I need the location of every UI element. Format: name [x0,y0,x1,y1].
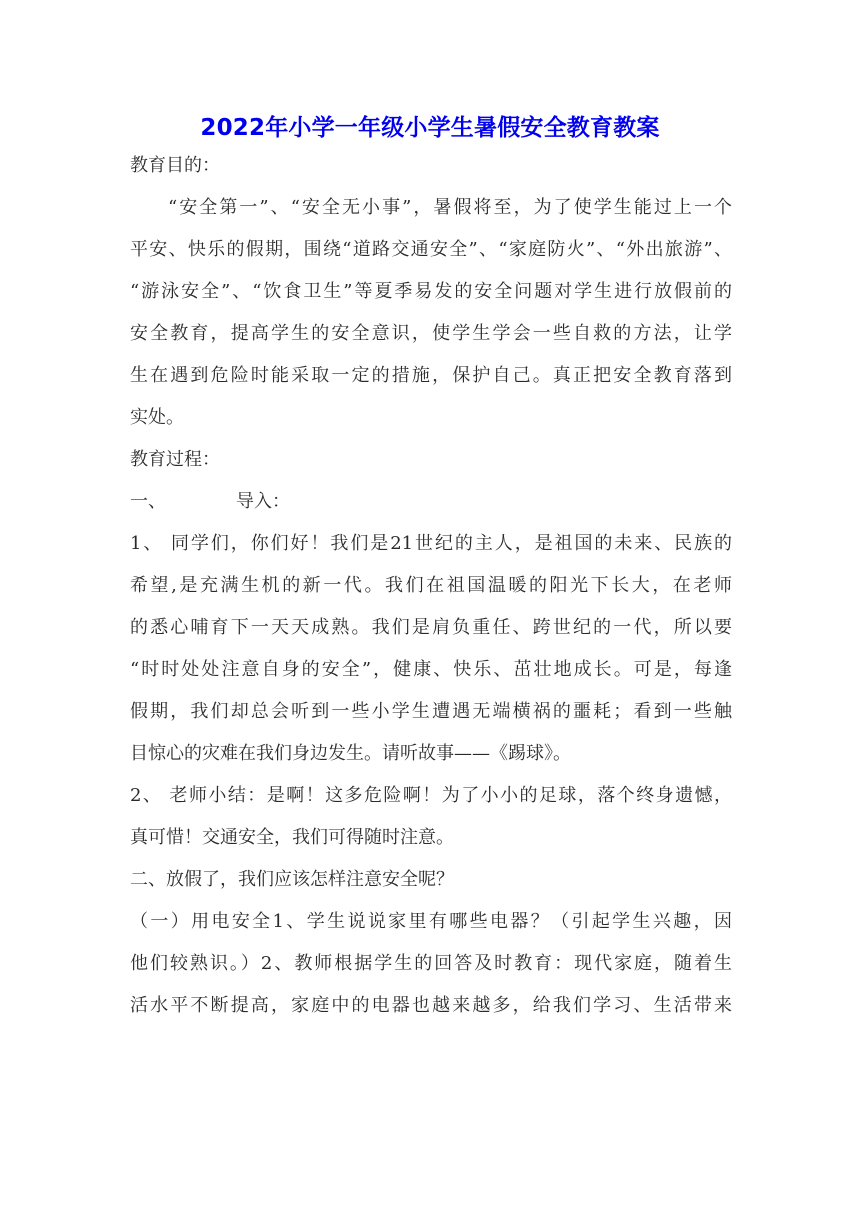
item1-line: 1、 同学们，你们好！我们是21世纪的主人，是祖国的未来、民族的 [130,533,732,554]
goal-paragraph-line: “安全第一”、“安全无小事”，暑假将至，为了使学生能过上一个 [168,197,732,218]
goal-paragraph-line: 平安、快乐的假期，围绕“道路交通安全”、“家庭防火”、“外出旅游”、 [130,239,732,260]
item1-line: 假期，我们却总会听到一些小学生遭遇无端横祸的噩耗；看到一些触 [130,701,732,722]
item1-line: 希望,是充满生机的新一代。我们在祖国温暖的阳光下长大，在老师 [130,575,732,596]
item2-line: 真可惜！交通安全，我们可得随时注意。 [130,827,454,848]
goal-paragraph-line: 安全教育，提高学生的安全意识，使学生学会一些自救的方法，让学 [130,323,732,344]
process-heading: 教育过程： [130,449,220,470]
item2-line: 2、 老师小结：是啊！这多危险啊！为了小小的足球，落个终身遗憾， [130,785,732,806]
part1-label: 导入： [236,491,290,512]
item1-line: 目惊心的灾难在我们身边发生。请听故事——《踢球》。 [130,743,571,764]
part2-line: （一）用电安全1、学生说说家里有哪些电器？（引起学生兴趣，因 [130,911,732,932]
goal-paragraph-line: “游泳安全”、“饮食卫生”等夏季易发的安全问题对学生进行放假前的 [130,281,732,302]
document-body [130,151,732,1033]
item1-line: “时时处处注意自身的安全”，健康、快乐、茁壮地成长。可是，每逢 [130,659,732,680]
item1-line: 的悉心哺育下一天天成熟。我们是肩负重任、跨世纪的一代，所以要 [130,617,732,638]
document-title: 2022年小学一年级小学生暑假安全教育教案 [200,115,660,141]
part2-line: 他们较熟识。）2、教师根据学生的回答及时教育：现代家庭，随着生 [130,953,732,974]
goal-heading: 教育目的： [130,155,220,176]
goal-paragraph-line: 生在遇到危险时能采取一定的措施，保护自己。真正把安全教育落到 [130,365,732,386]
part2-heading: 二、放假了，我们应该怎样注意安全呢？ [130,869,454,890]
goal-paragraph-line: 实处。 [130,407,184,428]
part1-heading [130,487,732,529]
part2-line: 活水平不断提高，家庭中的电器也越来越多，给我们学习、生活带来 [130,995,732,1016]
part1-number: 一、 [130,491,166,512]
